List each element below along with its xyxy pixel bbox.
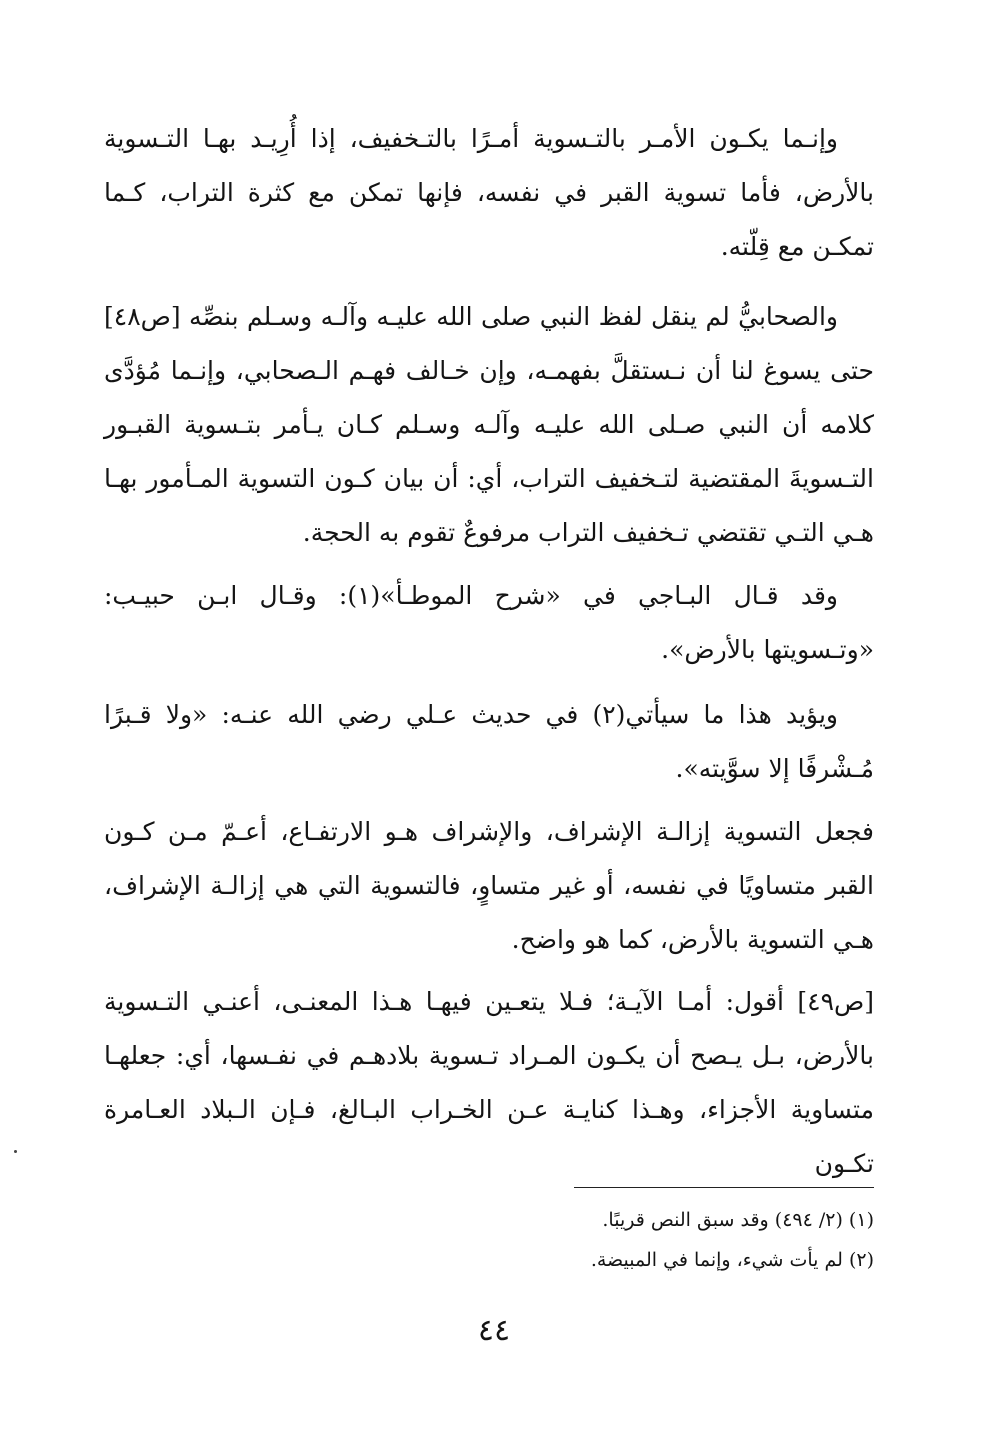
paragraph-text: والصحابيُّ لم ينقل لفظ النبي صلى الله عليـه وآلـه وسـلم بنصِّه [ص٤٨] حتى يسوغ لنا أن نـستقلَّ بفهمـه، وإن خـالف فهـم الـصحابي، وإنـما مُؤدَّى كلامه أن النبي صـلى الله عليـه وآلـه وسـلم كـان يـأمر بتـسوية القبـور التـسويةَ المقتضية لتـخفيف التراب، أي: أن بيان كـون التسوية المـأمور بهـا هـي التـي تقتضي تـخفيف التراب مرفوعٌ تقوم به الحجة. xyxy=(104,302,874,547)
paragraph-text: وإنـما يكـون الأمـر بالتـسوية أمـرًا بالتـخفيف، إذا أُرِيـد بهـا التـسوية بالأرض، فأما تسوية القبر في نفسه، فإنها تمكن مع كثرة التراب، كـما تمكـن مع قِلّته. xyxy=(104,124,874,261)
body-paragraph-5 xyxy=(104,805,874,967)
scan-speck xyxy=(14,1150,17,1153)
paragraph-text: فجعل التسوية إزالـة الإشراف، والإشراف هـو الارتفـاع، أعـمّ مـن كـون القبر متساويًا في نفسه، أو غير متساوٍ، فالتسوية التي هي إزالـة الإشراف، هـي التسوية بالأرض، كما هو واضح. xyxy=(104,817,874,954)
body-paragraph-1 xyxy=(104,112,874,274)
body-paragraph-6 xyxy=(104,975,874,1191)
body-paragraph-4 xyxy=(104,688,874,796)
footnote-separator xyxy=(574,1187,874,1188)
paragraph-text: [ص٤٩] أقول: أمـا الآيـة؛ فـلا يتعـين فيهـا هـذا المعنـى، أعنـي التـسوية بالأرض، بـل يـصح أن يكـون المـراد تـسوية بلادهـم في نفـسها، أي: جعلهـا متساوية الأجزاء، وهـذا كنايـة عـن الخـراب البـالغ، فـإن الـبلاد العـامرة تكـون xyxy=(104,987,874,1178)
page-number: ٤٤ xyxy=(477,1313,511,1348)
body-paragraph-2 xyxy=(104,290,874,560)
paragraph-text: وقد قـال البـاجي في «شرح الموطـأ»(١): وقـال ابـن حبيـب: «وتـسويتها بالأرض». xyxy=(104,581,874,664)
footnote-1: (١) (٢/ ٤٩٤) وقد سبق النص قريبًا. xyxy=(602,1209,874,1231)
paragraph-text: ويؤيد هذا ما سيأتي(٢) في حديث عـلي رضي الله عنـه: «ولا قـبرًا مُـشْرفًا إلا سوَّيته». xyxy=(104,700,874,783)
footnote-2: (٢) لم يأت شيء، وإنما في المبيضة. xyxy=(590,1249,874,1271)
body-paragraph-3 xyxy=(104,569,874,677)
